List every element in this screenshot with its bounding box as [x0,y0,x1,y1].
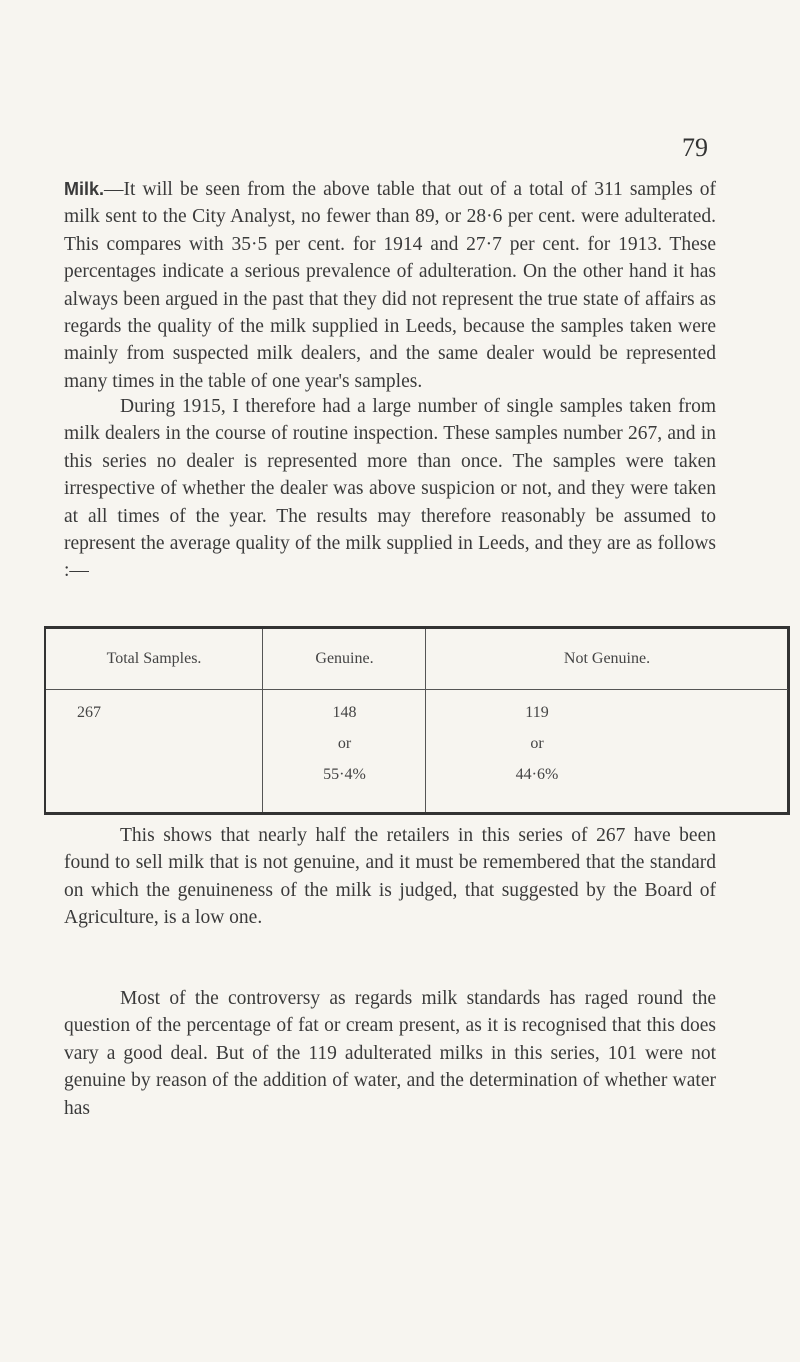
paragraph-single-samples: During 1915, I therefore had a large number of single samples taken from milk dealers in the course of routine inspection. These samples number 267, and in this series no dealer is represented more than once. The samples were taken irrespective of whether the dealer was above suspicion or not, and they were taken at all times of the year. The results may therefore reasonably be assumed to represent the average quality of the milk supplied in Leeds, and they are as follows :— [64,396,716,582]
table-cell-total [0,697,262,728]
table-column-total [46,629,262,812]
not-genuine-or: or [530,735,544,752]
table-header-genuine: Genuine. [263,629,426,690]
genuine-percent: 55·4% [323,766,366,783]
genuine-count: 148 [332,704,357,721]
table-column-not-genuine [425,629,788,812]
paragraph-lead-heading: Milk. [64,179,105,199]
paragraph-body: —It will be seen from the above table that out of a total of 311 samples of milk sent to the City Analyst, no fewer than 89, or 28·6 per cent. were adulterated. This compares with 35·5 per cent. for 1914 and 27·7 per cent. for 1913. These percentages indicate a serious prevalence of adulteration. On the other hand it has always been argued in the past that they did not represent the true state of affairs as regards the quality of the milk supplied in Leeds, because the samples taken were mainly from suspected milk dealers, and the same dealer would be represented many times in the table of one year's samples. [64,179,716,392]
paragraph-controversy: Most of the controversy as regards milk standards has raged round the question of the percentage of fat or cream present, as it is recognised that this does vary a good deal. But of the 119 adulterated milks in this series, 101 were not genuine by reason of the addition of water, and the determination of whether water has [64,988,716,1119]
results-table [44,626,790,815]
table-header-not-genuine: Not Genuine. [426,629,788,690]
total-count: 267 [77,704,101,721]
not-genuine-count: 119 [525,704,549,721]
genuine-or: or [337,735,352,752]
table-cell-not-genuine [286,697,788,790]
table-header-total: Total Samples. [46,629,262,690]
not-genuine-percent: 44·6% [515,766,559,783]
paragraph-retailers-summary: This shows that nearly half the retailers in this series of 267 have been found to sell milk that is not genuine, and it must be remembered that the standard on which the genuineness of the milk is judged, that suggested by the Board of Agriculture, is a low one. [64,825,716,929]
paragraph-milk-intro [64,176,716,395]
page-number: 79 [682,133,708,162]
